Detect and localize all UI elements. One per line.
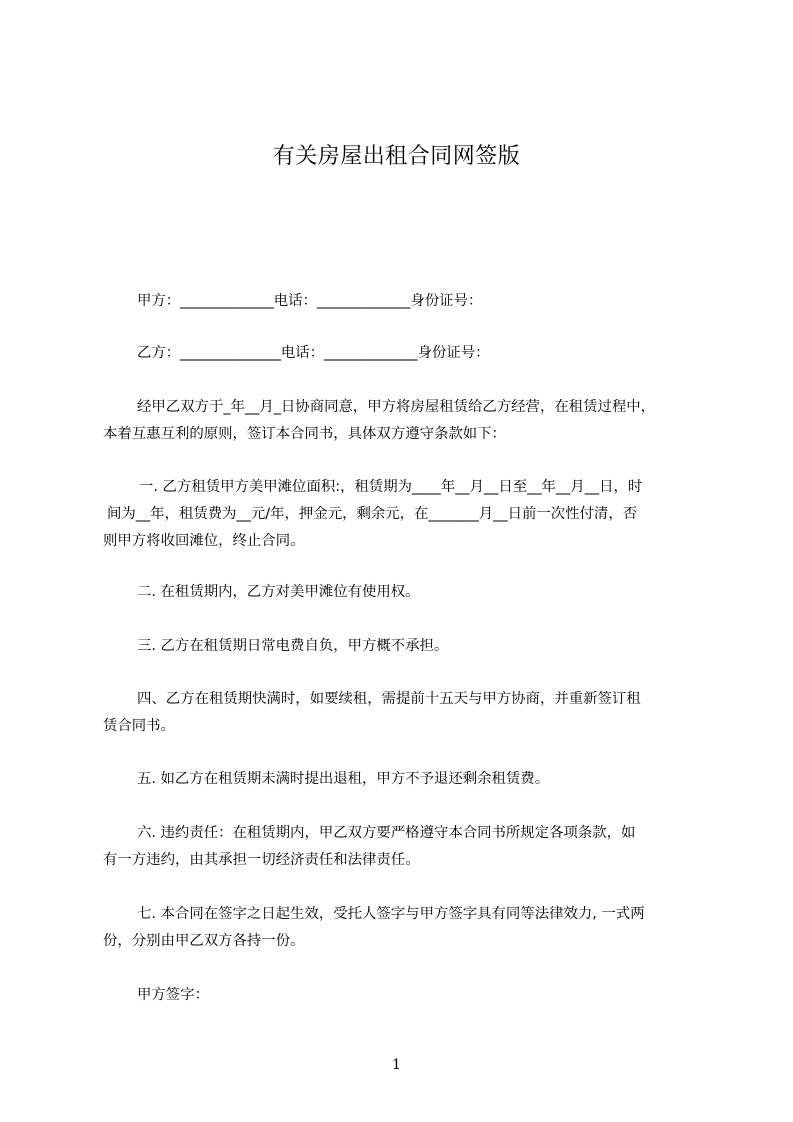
clause-2: 二. 在租赁期内，乙方对美甲滩位有使用权。 [137, 584, 420, 600]
party-a-line: 甲方：_____________电话：_____________身份证号： [137, 293, 483, 309]
clause-4: 四、乙方在租赁期快满时，如要续租，需提前十五天与甲方协商，并重新签订租 赁合同书。 [103, 691, 641, 734]
clause-3: 三. 乙方在租赁期日常电费自负，甲方概不承担。 [137, 638, 449, 654]
clause-7: 七. 本合同在签字之日起生效，受托人签字与甲方签字具有同等法律效力, 一式两 份，分别由甲乙双方各持一份。 [103, 906, 645, 949]
document-title: 有关房屋出租合同网签版 [272, 144, 521, 169]
clause-6: 六. 违约责任：在租赁期内，甲乙双方要严格遵守本合同书所规定各项条款，如 有一方违约，由其承担一切经济责任和法律责任。 [103, 825, 636, 868]
clause-5: 五. 如乙方在租赁期未满时提出退租，甲方不予退还剩余租赁费。 [137, 771, 550, 787]
page-number: 1 [392, 1057, 401, 1073]
party-b-line: 乙方：______________电话：_____________身份证号： [137, 345, 490, 361]
clause-1: 一. 乙方租赁甲方美甲滩位面积:，租赁期为____年__月__日至__年__月__日，时 间为__年，租赁费为__元/年，押金元，剩余元，在_______月__日前一次性付清，否 则甲方将收回滩位，终止合同。 [103, 479, 643, 549]
intro-paragraph: 经甲乙双方于_年__月_日协商同意，甲方将房屋租赁给乙方经营，在租赁过程中， 本着互惠互利的原则，签订本合同书，具体双方遵守条款如下： [103, 399, 656, 442]
signature-party-a: 甲方签字： [137, 987, 209, 1003]
